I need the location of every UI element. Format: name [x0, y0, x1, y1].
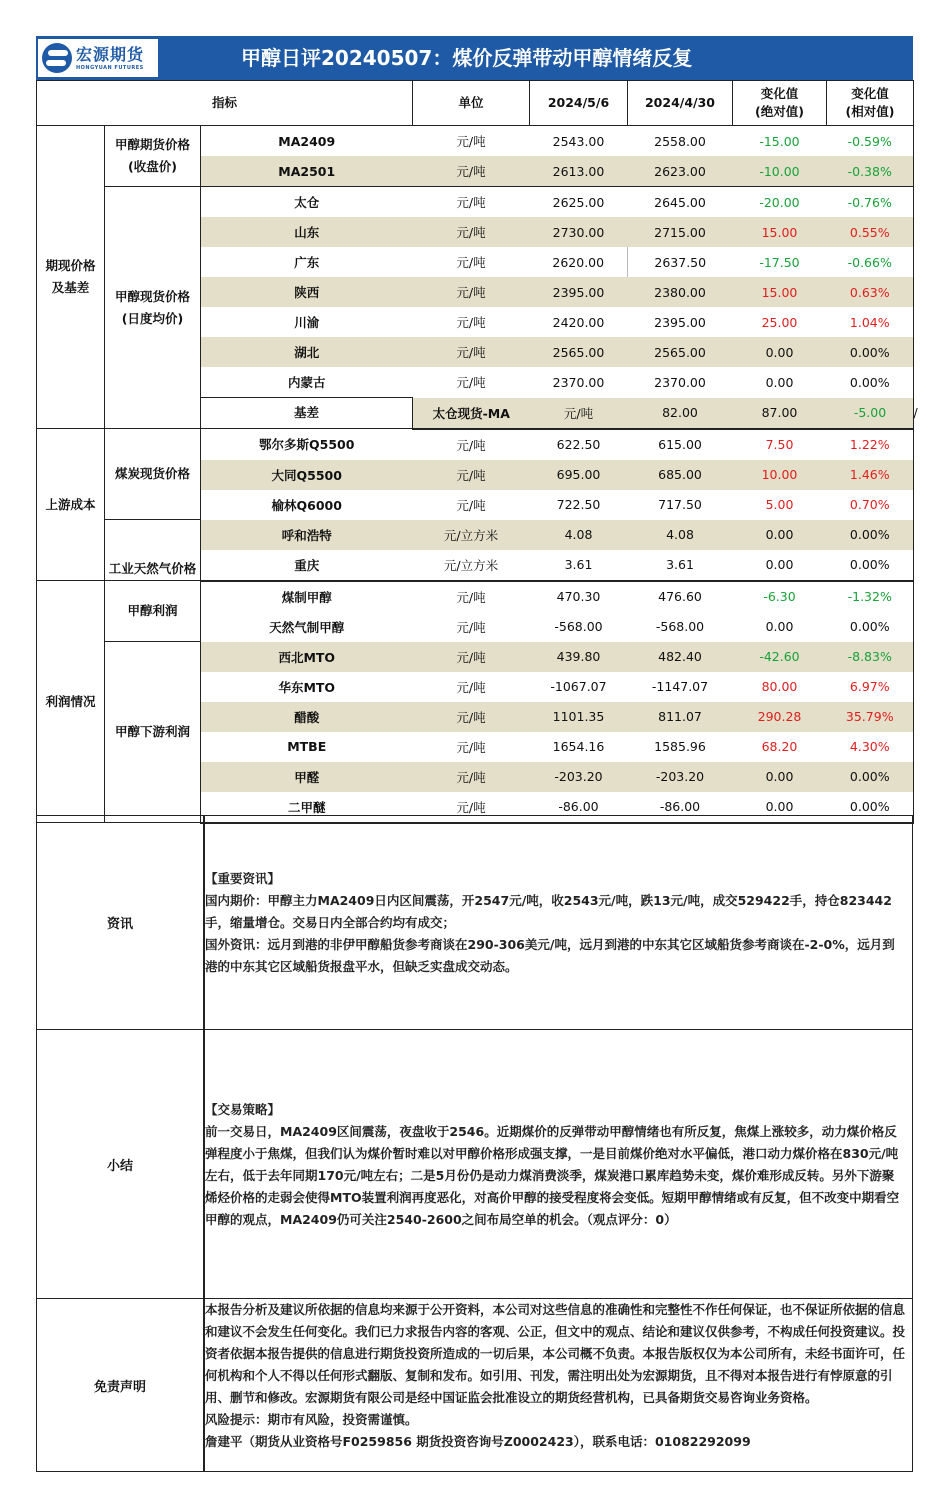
indicator-name: 太仓 — [294, 195, 320, 210]
table-row — [37, 429, 914, 460]
indicator-name: 广东 — [294, 255, 320, 270]
indicator-name: 鄂尔多斯Q5500 — [259, 437, 355, 453]
value-current: 2613.00 — [530, 156, 628, 187]
value-previous: 811.07 — [628, 702, 733, 732]
indicator-name: 大同Q5500 — [201, 460, 413, 490]
disclaimer-text: 本报告分析及建议所依据的信息均来源于公开资料，本公司对这些信息的准确性和完整性不作任何保证，也不保证所依据的信息和建议不会发生任何变化。我们已力求报告内容的客观、公正，但文中的观点、结论和建议仅供参考，不构成任何投资建议。投资者依据本报告提供的信息进行期货投资所造成的一切后果，本公司概不负责。本报告版权仅为本公司所有，未经书面许可，任何机构和个人不得以任何形式翻版、复制和发布。如引用、刊发，需注明出处为宏源期货，且不得对本报告进行有悖原意的引用、删节和修改。宏源期货有限公司是经中国证监会批准设立的期货经营机构，已具备期货交易咨询业务资格。 — [205, 1302, 906, 1405]
indicator-name: 重庆 — [201, 550, 413, 581]
value-current: 1101.35 — [530, 702, 628, 732]
unit-cell: 元/吨 — [413, 156, 530, 187]
unit-cell: 元/吨 — [413, 762, 530, 792]
indicator-name: 川渝 — [294, 315, 320, 330]
value-previous: 2565.00 — [628, 337, 733, 367]
change-relative: -1.32% — [827, 581, 914, 612]
unit-cell: 元/吨 — [456, 679, 486, 695]
summary-heading: 【交易策略】 — [205, 1102, 281, 1117]
change-relative: 0.63% — [827, 277, 914, 307]
header-change-relative: 变化值 (相对值) — [827, 81, 914, 126]
unit-cell: 元/吨 — [413, 792, 530, 823]
subcategory-cell: 甲醇利润 — [105, 581, 201, 642]
value-current: 2420.00 — [552, 314, 605, 330]
change-relative: 35.79% — [827, 702, 914, 732]
change-relative: 0.00% — [827, 762, 914, 792]
subcategory-cell: 工业天然气价格 — [105, 520, 201, 581]
change-relative: 0.00% — [827, 337, 914, 367]
value-previous: -1147.07 — [651, 679, 709, 694]
analyst-contact: 詹建平（期货从业资格号F0259856 期货投资咨询号Z0002423），联系电话：01082292099 — [205, 1434, 751, 1449]
change-absolute: 0.00 — [765, 374, 794, 390]
unit-cell: 元/吨 — [456, 589, 486, 605]
report-title: 甲醇日评20240507：煤价反弹带动甲醇情绪反复 — [241, 46, 693, 70]
summary-text: 前一交易日，MA2409区间震荡，夜盘收于2546。近期煤价的反弹带动甲醇情绪也有所反复，焦煤上涨较多，动力煤价格反弹程度小于焦煤，但我们认为煤价暂时难以对甲醇价格形成强支撑，一是目前煤价绝对水平偏低，港口动力煤价格在830元/吨左右，低于去年同期170元/吨左右；二是5月份仍是动力煤消费淡季，煤炭港口累库趋势未变，煤价难形成反转。另外下游聚烯烃价格的走弱会使得MTO装置利润再度恶化，对高价甲醇的接受程度将会变低。短期甲醇情绪或有反复，但不改变中期看空甲醇的观点，MA2409仍可关注2540-2600之间布局空单的机会。（观点评分：0） — [205, 1124, 900, 1227]
logo-text: 宏源期货 — [76, 44, 145, 64]
indicator-name: 山东 — [201, 217, 413, 247]
indicator-name: 煤制甲醇 — [281, 589, 332, 605]
change-relative: 1.46% — [827, 460, 914, 490]
unit-cell: 元/吨 — [413, 642, 530, 672]
change-absolute: -6.30 — [763, 589, 796, 604]
category-cell: 利润情况 — [37, 581, 105, 823]
value-current: 2565.00 — [530, 337, 628, 367]
unit-cell: 元/立方米 — [413, 550, 530, 581]
value-previous: 2637.50 — [628, 247, 733, 277]
change-relative: -0.59% — [827, 126, 914, 157]
disclaimer-section — [36, 1299, 913, 1472]
change-relative: 0.00% — [827, 612, 914, 642]
news-domestic: 国内期价：甲醇主力MA2409日内区间震荡，开2547元/吨，收2543元/吨，跌13元/吨，成交529422手，持仓823442手，缩量增仓。交易日内全部合约均有成交； — [205, 893, 892, 930]
disclaimer-label: 免责声明 — [37, 1299, 205, 1471]
indicator-name: 西北MTO — [201, 642, 413, 672]
company-logo — [38, 39, 158, 77]
subcategory-cell: 甲醇现货价格 (日度均价) — [105, 187, 201, 429]
value-previous: 717.50 — [658, 497, 702, 512]
unit-cell: 元/吨 — [413, 460, 530, 490]
change-relative: 4.30% — [827, 732, 914, 762]
value-current: -568.00 — [554, 619, 603, 634]
value-previous: 2380.00 — [628, 277, 733, 307]
change-relative: 0.55% — [827, 217, 914, 247]
table-row — [37, 642, 914, 672]
category-cell: 上游成本 — [37, 429, 105, 581]
change-absolute: 0.00 — [733, 520, 827, 550]
change-absolute: 80.00 — [761, 679, 798, 694]
indicator-name: 内蒙古 — [287, 375, 326, 390]
price-table — [36, 80, 918, 824]
change-absolute: 0.00 — [733, 792, 827, 823]
change-absolute: 0.00 — [733, 337, 827, 367]
value-current: 2625.00 — [552, 194, 605, 210]
value-current: -86.00 — [530, 792, 628, 823]
change-relative: -0.38% — [827, 156, 914, 187]
change-absolute: 5.00 — [765, 497, 794, 512]
value-current: 722.50 — [556, 497, 601, 512]
title-bar — [36, 36, 913, 80]
value-previous: -568.00 — [655, 619, 705, 634]
value-current: 2370.00 — [552, 374, 605, 390]
unit-cell: 元/吨 — [456, 255, 486, 270]
value-current: 2730.00 — [530, 217, 628, 247]
value-current: 82.00 — [628, 398, 733, 429]
summary-label: 小结 — [37, 1030, 205, 1298]
change-relative: 1.22% — [827, 429, 914, 460]
unit-cell: 元/吨 — [456, 497, 486, 513]
value-current: 2395.00 — [530, 277, 628, 307]
indicator-name: 甲醛 — [201, 762, 413, 792]
change-absolute: -17.50 — [759, 254, 800, 270]
indicator-name: 湖北 — [201, 337, 413, 367]
change-absolute: -10.00 — [733, 156, 827, 187]
change-relative: 0.00% — [827, 550, 914, 581]
change-relative: 1.04% — [827, 307, 914, 337]
change-absolute: -15.00 — [759, 133, 800, 149]
change-relative: 0.00% — [827, 520, 914, 550]
news-section — [36, 815, 913, 1030]
unit-cell: 元/吨 — [413, 337, 530, 367]
value-current: 622.50 — [556, 437, 601, 452]
unit-cell: 元/吨 — [456, 134, 486, 149]
value-current: 3.61 — [530, 550, 628, 581]
value-previous: 482.40 — [628, 642, 733, 672]
change-relative: -0.66% — [827, 247, 914, 277]
indicator-name: 太仓现货-MA — [413, 398, 530, 429]
value-current: 4.08 — [530, 520, 628, 550]
unit-cell: 元/吨 — [456, 437, 486, 453]
header-unit: 单位 — [413, 81, 530, 126]
change-relative: 0.70% — [827, 490, 914, 520]
indicator-name: MTBE — [287, 739, 327, 754]
table-row — [37, 187, 914, 218]
value-previous: -86.00 — [628, 792, 733, 823]
indicator-name: 天然气制甲醇 — [269, 619, 345, 635]
value-previous: 2370.00 — [654, 374, 706, 390]
unit-cell: 元/吨 — [413, 277, 530, 307]
table-row: 基差 太仓现货-MA 元/吨 82.00 87.00 -5.00 / — [37, 398, 914, 429]
value-previous: 3.61 — [628, 550, 733, 581]
value-previous: -203.20 — [628, 762, 733, 792]
change-absolute: 68.20 — [761, 739, 798, 754]
value-previous: 2645.00 — [654, 194, 706, 210]
header-date-current: 2024/5/6 — [530, 81, 628, 126]
change-relative: -0.76% — [827, 187, 914, 218]
value-previous: 685.00 — [628, 460, 733, 490]
unit-cell: 元/吨 — [530, 398, 628, 429]
logo-subtext: HONGYUAN FUTURES — [76, 64, 144, 71]
value-previous: 476.60 — [658, 589, 702, 604]
value-previous: 4.08 — [628, 520, 733, 550]
subcategory-cell: 基差 — [201, 398, 413, 429]
unit-cell: 元/吨 — [413, 702, 530, 732]
change-absolute: 15.00 — [733, 277, 827, 307]
news-label: 资讯 — [37, 816, 205, 1029]
value-current: 2543.00 — [552, 133, 605, 149]
change-absolute: -42.60 — [733, 642, 827, 672]
news-overseas: 国外资讯：远月到港的非伊甲醇船货参考商谈在290-306美元/吨，远月到港的中东其它区域船货参考商谈在-2-0%，远月到港的中东其它区域船货报盘平水，但缺乏实盘成交动态。 — [205, 937, 895, 974]
indicator-name: 榆林Q6000 — [271, 497, 342, 513]
value-current: 695.00 — [530, 460, 628, 490]
indicator-name: 呼和浩特 — [201, 520, 413, 550]
unit-cell: 元/吨 — [456, 739, 486, 755]
table-row — [37, 581, 914, 612]
value-current: -203.20 — [530, 762, 628, 792]
summary-section — [36, 1030, 913, 1299]
indicator-name: 陕西 — [201, 277, 413, 307]
change-relative: -8.83% — [827, 642, 914, 672]
value-previous: 87.00 — [733, 398, 827, 429]
value-previous: 2395.00 — [654, 314, 706, 330]
value-current: 2620.00 — [552, 254, 605, 270]
change-absolute: 0.00 — [765, 619, 794, 634]
table-row — [37, 126, 914, 157]
change-relative: 0.00% — [827, 792, 914, 823]
change-absolute: 0.00 — [733, 762, 827, 792]
value-previous: 2623.00 — [628, 156, 733, 187]
value-current: 470.30 — [556, 589, 601, 604]
subcategory-cell: 甲醇期货价格 (收盘价) — [105, 126, 201, 187]
indicator-name: 华东MTO — [278, 679, 336, 695]
header-indicator: 指标 — [37, 81, 413, 126]
unit-cell: 元/吨 — [456, 315, 486, 330]
subcategory-cell: 煤炭现货价格 — [105, 429, 201, 520]
value-previous: 1585.96 — [654, 739, 706, 754]
unit-cell: 元/立方米 — [413, 520, 530, 550]
header-date-previous: 2024/4/30 — [628, 81, 733, 126]
header-change-absolute: 变化值 (绝对值) — [733, 81, 827, 126]
change-absolute: 0.00 — [733, 550, 827, 581]
change-relative: 0.00% — [827, 367, 914, 398]
unit-cell: 元/吨 — [456, 619, 486, 635]
logo-mark-icon — [42, 43, 72, 73]
change-absolute: -5.00 — [827, 398, 914, 429]
value-current: 1654.16 — [552, 739, 605, 754]
value-previous: 615.00 — [658, 437, 702, 452]
indicator-name: 二甲醚 — [201, 792, 413, 823]
risk-warning: 风险提示：期市有风险，投资需谨慎。 — [205, 1412, 418, 1427]
value-current: 439.80 — [530, 642, 628, 672]
change-absolute: 7.50 — [765, 437, 794, 452]
indicator-name: MA2409 — [278, 133, 336, 149]
change-absolute: 25.00 — [761, 314, 798, 330]
unit-cell: 元/吨 — [413, 217, 530, 247]
report-sheet — [36, 36, 918, 1472]
subcategory-cell: 甲醇下游利润 — [105, 642, 201, 823]
news-heading: 【重要资讯】 — [205, 871, 281, 886]
change-absolute: 15.00 — [733, 217, 827, 247]
change-absolute: 290.28 — [733, 702, 827, 732]
indicator-name: 醋酸 — [201, 702, 413, 732]
value-current: -1067.07 — [550, 679, 607, 694]
change-relative: 6.97% — [827, 672, 914, 702]
unit-cell: 元/吨 — [456, 195, 486, 210]
category-cell: 期现价格 及基差 — [37, 126, 105, 429]
change-absolute: 10.00 — [733, 460, 827, 490]
table-row — [37, 520, 914, 550]
unit-cell: 元/吨 — [456, 375, 486, 391]
change-absolute: -20.00 — [759, 194, 800, 210]
value-previous: 2558.00 — [654, 133, 706, 149]
indicator-name: MA2501 — [201, 156, 413, 187]
value-previous: 2715.00 — [628, 217, 733, 247]
